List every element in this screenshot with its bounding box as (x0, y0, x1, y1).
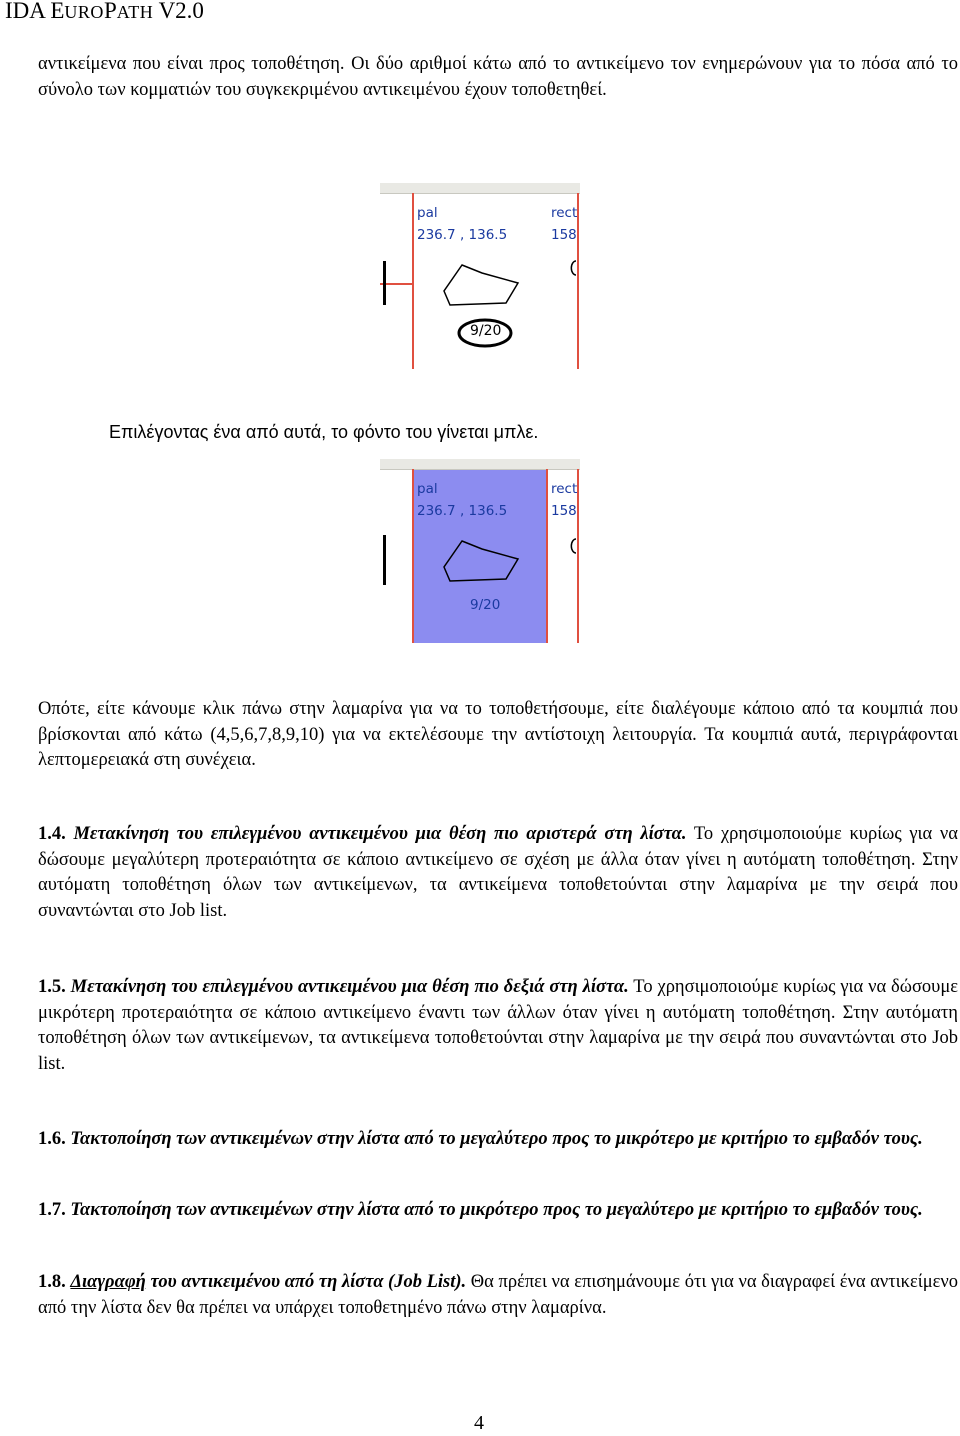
placed-count: 9/20 (470, 597, 501, 613)
figure-caption: Επιλέγοντας ένα από αυτά, το φόντο του γίνεται μπλε. (109, 422, 539, 442)
partial-next-shape (571, 261, 576, 275)
section-title-underlined: Διαγραφή (70, 1272, 146, 1292)
job-list-selected-screenshot (380, 459, 580, 643)
section-title: Τακτοποίηση των αντικειμένων στην λίστα από το μεγαλύτερο προς το μικρότερο με κριτήριο το εμβαδόν τους. (70, 1129, 923, 1149)
part-name-label: pal (417, 481, 438, 497)
section-number: 1.5. (38, 977, 66, 997)
next-part-dimensions-label: 158 (551, 503, 577, 519)
section-title: Μετακίνηση του επιλεγμένου αντικειμένου μια θέση πιο αριστερά στη λίστα. (73, 824, 687, 844)
page-number: 4 (474, 1412, 484, 1434)
section-number: 1.6. (38, 1129, 66, 1149)
part-preview-shapes (380, 183, 580, 369)
section-title: του αντικειμένου από τη λίστα (Job List). (145, 1272, 467, 1292)
section-body: Το χρησιμοποιούμε κυρίως για να δώσουμε μικρότερη προτεραιότητα σε κάποιο αντικείμενο έναντι των άλλων όταν γίνει η αυτόματη τοποθέτηση. Στην αυτόματη τοποθέτηση όλων των αντικείμενων, τα αντικείμενα τοποθετούνται στην λαμαρίνα με την σειρά που συναντώνται στο Job list. (38, 977, 959, 1074)
buttons-intro-paragraph: Οπότε, είτε κάνουμε κλικ πάνω στην λαμαρίνα για να το τοποθετήσουμε, είτε διαλέγουμε κάποιο από τα κουμπιά που βρίσκονται από κάτω (4,5,6,7,8,9,10) για να εκτελέσουμε την αντίστοιχη λειτουργία. Τα κουμπιά αυτά, περιγράφονται λεπτομερειακά στη συνέχεια. (38, 699, 958, 770)
part-name-label: pal (417, 205, 438, 221)
section-number: 1.4. (38, 824, 66, 844)
section-1-8 (38, 1270, 958, 1321)
section-number: 1.7. (38, 1200, 66, 1220)
section-1-5 (38, 975, 958, 1077)
section-title: Μετακίνηση του επιλεγμένου αντικειμένου μια θέση πιο δεξιά στη λίστα. (70, 977, 629, 997)
section-1-6 (38, 1127, 958, 1153)
intro-paragraph: αντικείμενα που είναι προς τοποθέτηση. Οι δύο αριθμοί κάτω από το αντικείμενο τον ενημερώνουν για το πόσα από το σύνολο των κομματιών του συγκεκριμένου αντικειμένου έχουν τοποθετηθεί. (38, 54, 958, 100)
placed-count: 9/20 (470, 323, 502, 339)
section-title: Τακτοποίηση των αντικειμένων στην λίστα από το μικρότερο προς το μεγαλύτερο με κριτήριο το εμβαδόν τους. (70, 1200, 923, 1220)
next-part-name-label: rect (551, 481, 578, 497)
part-preview-shapes (380, 459, 580, 643)
job-list-screenshot (380, 183, 580, 369)
section-number: 1.8. (38, 1272, 66, 1292)
section-1-7 (38, 1198, 958, 1224)
pentagon-part-outline (444, 265, 518, 305)
next-part-name-label: rect (551, 205, 578, 221)
part-dimensions-label: 236.7 , 136.5 (417, 503, 508, 519)
partial-next-shape (571, 539, 576, 553)
section-body: Το χρησιμοποιούμε κυρίως για να δώσουμε μεγαλύτερη προτεραιότητα σε κάποιο αντικείμενο σε σχέση με άλλα όταν γίνει η αυτόματη τοποθέτηση. Στην αυτόματη τοποθέτηση όλων των αντικείμενων, τα αντικείμενα τοποθετούνται στην λαμαρίνα με την σειρά που συναντώνται στο Job list. (38, 824, 958, 921)
pentagon-part-outline (444, 541, 518, 581)
section-body: Θα πρέπει να επισημάνουμε ότι για να διαγραφεί ένα αντικείμενο από την λίστα δεν θα πρέπει να υπάρχει τοποθετημένο πάνω στην λαμαρίνα. (38, 1272, 958, 1318)
running-header: IDA EUROPATH V2.0 (5, 0, 204, 23)
part-dimensions-label: 236.7 , 136.5 (417, 227, 508, 243)
next-part-dimensions-label: 158 (551, 227, 577, 243)
section-1-4 (38, 822, 958, 924)
